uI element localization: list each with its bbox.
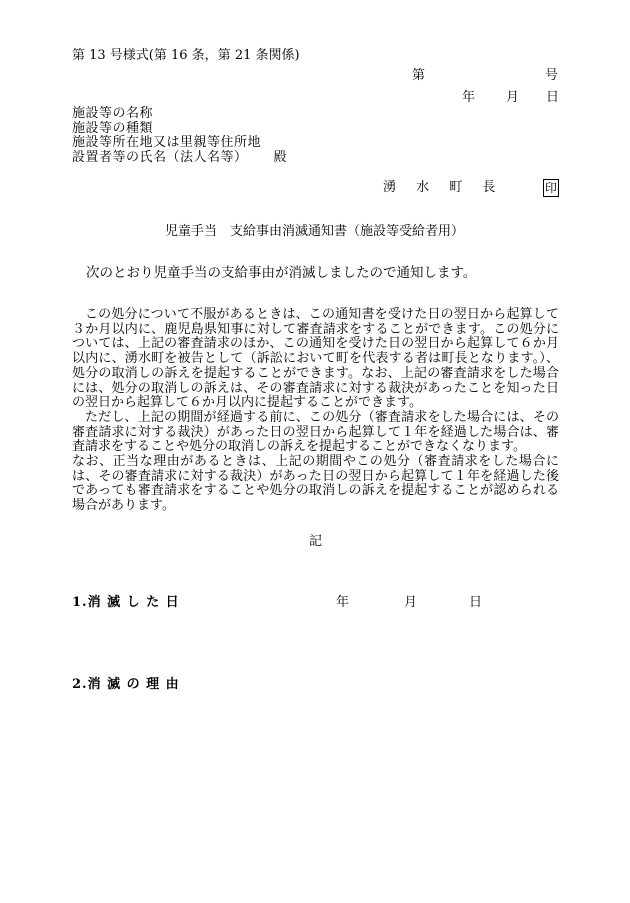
main-text: 次のとおり児童手当の支給事由が消滅しましたので通知します。: [86, 265, 477, 281]
item1-date-day: 日: [469, 595, 483, 610]
appeal-notice-paragraph-2: ただし、上記の期間が経過する前に、この処分（審査請求をした場合には、その審査請求に対する裁決）があった日の翌日から起算して１年を経過した場合は、審査請求をすることや処分の取消しの訴えを提起することができなくなります。: [72, 409, 559, 455]
form-number: 第 13 号様式(第 16 条，第 21 条関係): [72, 48, 300, 63]
appeal-notice-paragraph-1: この処分について不服があるときは、この通知書を受けた日の翌日から起算して３か月以内に、鹿児島県知事に対して審査請求をすることができます。この処分については、上記の審査請求のほか、この通知を受けた日の翌日から起算して６か月以内に、湧水町を被告として（訴訟において町を代表する者は町長となります。）、処分の取消しの訴えを提起することができます。なお、上記の審査請求をした場合には、処分の取消しの訴えは、その審査請求に対する裁決があったことを知った日の翌日から起算して６か月以内に提起することができます。: [72, 307, 559, 411]
appeal-notice-paragraph-3: なお、正当な理由があるときは、上記の期間やこの処分（審査請求をした場合には、その審査請求に対する裁決）があった日の翌日から起算して１年を経過した後であっても審査請求をすることや処分の取消しの訴えを提起することが認められる場合があります。: [72, 454, 559, 514]
facility-name-label: 施設等の名称: [72, 106, 154, 121]
honorific: 殿: [273, 149, 288, 165]
appeal-notice: [72, 308, 559, 514]
document-title: [165, 224, 464, 240]
item1-label: 1.消 滅 し た 日: [72, 595, 180, 610]
seal-mark: 印: [544, 181, 557, 195]
document-number-suffix: 号: [545, 68, 559, 83]
item1-date-year: 年: [336, 595, 350, 610]
operator-name-line: [72, 151, 287, 166]
issue-date-day: 日: [546, 90, 560, 105]
document-number-prefix: 第: [412, 68, 426, 83]
facility-address-label: 施設等所在地又は里親等住所地: [72, 135, 262, 150]
issue-date-month: 月: [506, 90, 520, 105]
document-title-part1: 児童手当: [165, 224, 218, 239]
issue-date-year: 年: [462, 90, 476, 105]
operator-name-label: 設置者等の氏名（法人名等）: [72, 149, 248, 165]
addressee-block: [72, 107, 287, 165]
issuer-title: 湧 水 町 長: [383, 180, 504, 195]
item1-date-month: 月: [404, 595, 418, 610]
facility-type-label: 施設等の種類: [72, 120, 154, 136]
ki-heading: 記: [309, 534, 323, 549]
item2-label: 2.消 滅 の 理 由: [72, 677, 180, 692]
document-title-part2: 支給事由消滅通知書（施設等受給者用）: [230, 224, 465, 239]
